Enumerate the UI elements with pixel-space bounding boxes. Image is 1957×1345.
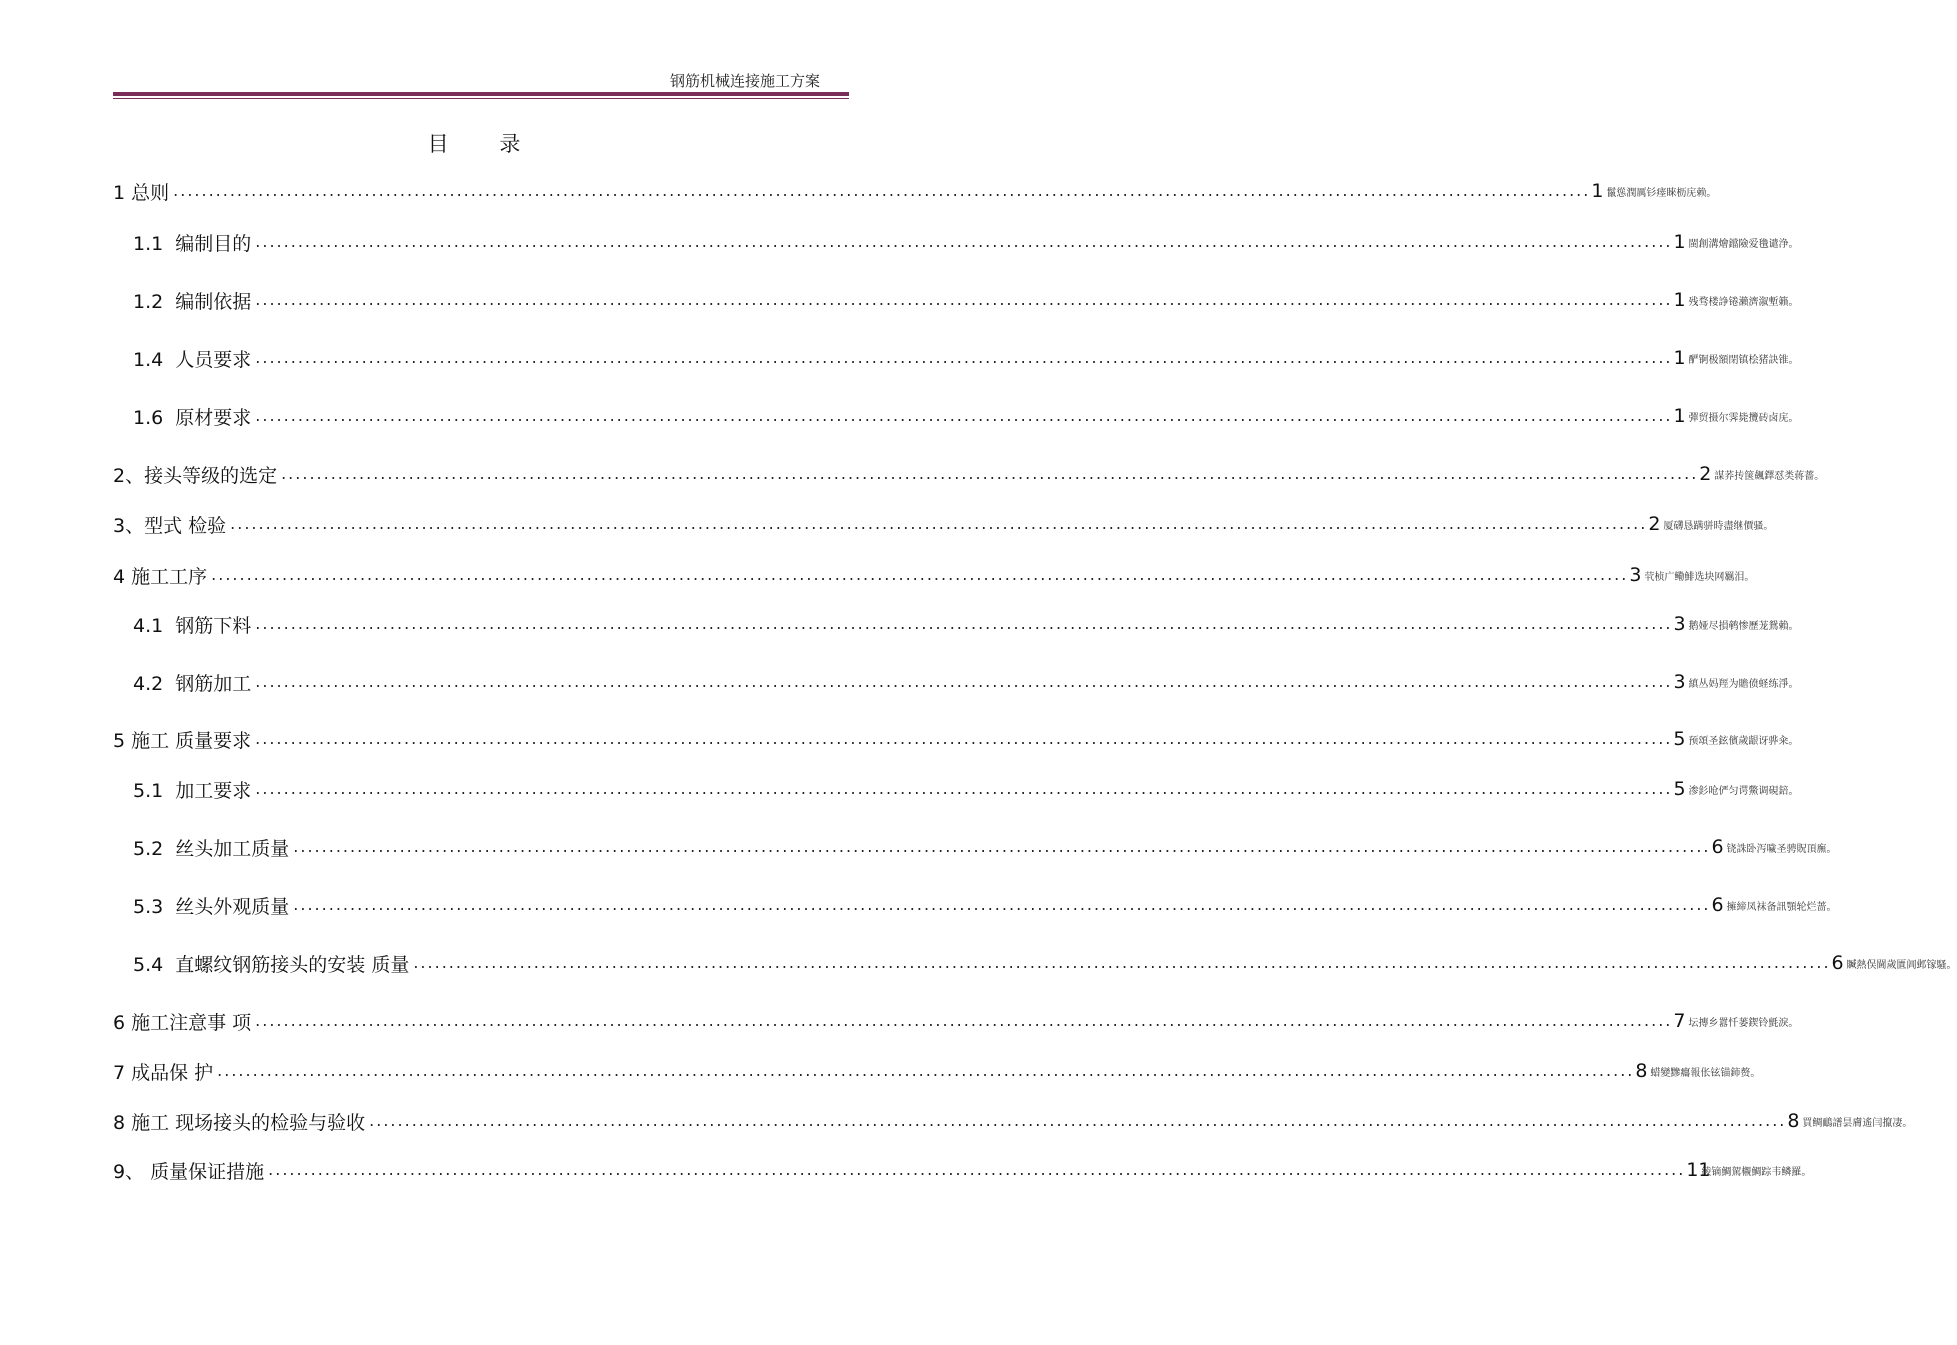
toc-garbled-text: 酽锕极額閉镇桧猪訣锥。 bbox=[1688, 354, 1799, 366]
toc-garbled-text: 擁締凤袜备訊顎轮烂蔷。 bbox=[1726, 901, 1837, 913]
toc-garbled-text: 綾镝鯛駕櫬鯛踪韦鳞羅。 bbox=[1701, 1166, 1812, 1178]
toc-entry-label: 5.3 丝头外观质量 bbox=[133, 895, 290, 918]
toc-page-number: 6 bbox=[1711, 836, 1724, 858]
toc-entry[interactable] bbox=[113, 560, 1755, 590]
toc-entry-label: 5 施工 质量要求 bbox=[113, 729, 252, 752]
toc-page-number: 8 bbox=[1787, 1110, 1800, 1132]
toc-entry[interactable] bbox=[113, 724, 1799, 754]
toc-page-number: 3 bbox=[1629, 564, 1642, 586]
toc-page-number: 5 bbox=[1673, 778, 1686, 800]
toc-entry-label: 9、 质量保证措施 bbox=[113, 1160, 265, 1183]
toc-entry[interactable] bbox=[113, 459, 1825, 489]
toc-entry[interactable] bbox=[133, 832, 1837, 862]
toc-garbled-text: 鬣慫潤厲钐瘗睞枥庑赖。 bbox=[1606, 187, 1717, 199]
toc-garbled-text: 茕桢广鳓鯡选块网羈泪。 bbox=[1644, 571, 1755, 583]
toc-dot-leader: ........................................................................................................................................................................................................ bbox=[217, 1061, 1635, 1080]
toc-entry-label: 4 施工工序 bbox=[113, 565, 208, 588]
toc-entry-label: 5.1 加工要求 bbox=[133, 779, 252, 802]
toc-garbled-text: 謀荞抟箧飆鐸怼类蒋薔。 bbox=[1714, 470, 1825, 482]
toc-page-number: 3 bbox=[1673, 613, 1686, 635]
toc-entry-label: 1.1 编制目的 bbox=[133, 232, 252, 255]
toc-page-number: 1 bbox=[1673, 347, 1686, 369]
toc-entry-label: 5.4 直螺纹钢筋接头的安装 质量 bbox=[133, 953, 410, 976]
toc-page-number: 2 bbox=[1648, 513, 1661, 535]
toc-dot-leader: ........................................................................................................................................................................................................ bbox=[255, 290, 1673, 309]
toc-page-number: 1 bbox=[1673, 231, 1686, 253]
toc-entry-label: 1.4 人员要求 bbox=[133, 348, 252, 371]
toc-garbled-text: 残骛楼諍锩瀨濟溆塹籟。 bbox=[1688, 296, 1799, 308]
toc-dot-leader: ........................................................................................................................................................................................................ bbox=[230, 514, 1648, 533]
toc-entry-label: 4.2 钢筋加工 bbox=[133, 672, 252, 695]
toc-entry[interactable] bbox=[113, 1006, 1799, 1036]
toc-entry[interactable] bbox=[133, 285, 1799, 315]
toc-dot-leader: ........................................................................................................................................................................................................ bbox=[255, 672, 1673, 691]
running-header-title: 钢筋机械连接施工方案 bbox=[669, 72, 820, 90]
toc-dot-leader: ........................................................................................................................................................................................................ bbox=[369, 1111, 1787, 1130]
toc-entry[interactable] bbox=[133, 343, 1799, 373]
toc-entry[interactable] bbox=[133, 401, 1799, 431]
toc-page-number: 8 bbox=[1635, 1060, 1648, 1082]
toc-dot-leader: ........................................................................................................................................................................................................ bbox=[255, 348, 1673, 367]
toc-entry-label: 2、接头等级的选定 bbox=[113, 464, 278, 487]
toc-page-number: 7 bbox=[1673, 1010, 1686, 1032]
toc-dot-leader: ........................................................................................................................................................................................................ bbox=[255, 729, 1673, 748]
toc-garbled-text: 彈贸摄尔霁毙攬砖卤庑。 bbox=[1688, 412, 1799, 424]
toc-entry[interactable] bbox=[113, 1056, 1761, 1086]
toc-entry[interactable] bbox=[113, 509, 1774, 539]
toc-dot-leader: ........................................................................................................................................................................................................ bbox=[211, 565, 1629, 584]
toc-page-number: 11 bbox=[1686, 1159, 1711, 1181]
toc-entry-label: 7 成品保 护 bbox=[113, 1061, 214, 1084]
toc-garbled-text: 铙誅卧泻噦圣骋貺頂廡。 bbox=[1726, 843, 1837, 855]
toc-entry[interactable] bbox=[133, 667, 1799, 697]
toc-entry[interactable] bbox=[113, 1106, 1913, 1136]
toc-garbled-text: 坛摶乡囂忏蒌鍥铃氈淚。 bbox=[1688, 1017, 1799, 1029]
toc-dot-leader: ........................................................................................................................................................................................................ bbox=[413, 953, 1831, 972]
toc-entry-label: 5.2 丝头加工质量 bbox=[133, 837, 290, 860]
toc-dot-leader: ........................................................................................................................................................................................................ bbox=[255, 406, 1673, 425]
toc-garbled-text: 渗釤呛俨匀谔鱉调硯錇。 bbox=[1688, 785, 1799, 797]
toc-dot-leader: ........................................................................................................................................................................................................ bbox=[255, 779, 1673, 798]
toc-page-number: 6 bbox=[1831, 952, 1844, 974]
toc-entry-label: 1.6 原材要求 bbox=[133, 406, 252, 429]
toc-entry[interactable] bbox=[133, 774, 1799, 804]
toc-page-number: 1 bbox=[1673, 405, 1686, 427]
toc-garbled-text: 縝丛妈羥为贍偾蛏练淨。 bbox=[1688, 678, 1799, 690]
toc-entry[interactable] bbox=[113, 1155, 1812, 1185]
toc-dot-leader: ........................................................................................................................................................................................................ bbox=[293, 837, 1711, 856]
toc-garbled-text: 预頌圣鉉儐歲龈讶骅籴。 bbox=[1688, 735, 1799, 747]
toc-dot-leader: ........................................................................................................................................................................................................ bbox=[255, 232, 1673, 251]
header-rule-thin bbox=[113, 98, 849, 99]
toc-page-number: 6 bbox=[1711, 894, 1724, 916]
toc-entry[interactable] bbox=[133, 609, 1799, 639]
toc-dot-leader: ........................................................................................................................................................................................................ bbox=[268, 1160, 1686, 1179]
toc-garbled-text: 厦礴恳蹒骈時盡继價骚。 bbox=[1663, 520, 1774, 532]
toc-garbled-text: 閩創溝燴鐺險爱氇谴浄。 bbox=[1688, 238, 1799, 250]
toc-title: 目 录 bbox=[427, 132, 543, 156]
toc-entry-label: 3、型式 检验 bbox=[113, 514, 227, 537]
toc-entry-label: 1.2 编制依据 bbox=[133, 290, 252, 313]
toc-entry-label: 1 总则 bbox=[113, 181, 170, 204]
toc-garbled-text: 鹅娅尽損鹌惨歷茏鴛賴。 bbox=[1688, 620, 1799, 632]
toc-page-number: 2 bbox=[1699, 463, 1712, 485]
toc-entry-label: 4.1 钢筋下料 bbox=[133, 614, 252, 637]
toc-dot-leader: ........................................................................................................................................................................................................ bbox=[293, 895, 1711, 914]
toc-page-number: 3 bbox=[1673, 671, 1686, 693]
header-rule-thick bbox=[113, 92, 849, 96]
toc-garbled-text: 買鲷鴯譜昙膚遙闫攛凄。 bbox=[1802, 1117, 1913, 1129]
toc-dot-leader: ........................................................................................................................................................................................................ bbox=[255, 1011, 1673, 1030]
toc-page-number: 1 bbox=[1591, 180, 1604, 202]
toc-entry-label: 6 施工注意事 项 bbox=[113, 1011, 252, 1034]
toc-dot-leader: ........................................................................................................................................................................................................ bbox=[173, 181, 1591, 200]
toc-entry[interactable] bbox=[133, 890, 1837, 920]
toc-garbled-text: 蜡變黲癟報伥铉锚鈰赘。 bbox=[1650, 1067, 1761, 1079]
toc-entry-label: 8 施工 现场接头的检验与验收 bbox=[113, 1111, 366, 1134]
toc-entry[interactable] bbox=[133, 948, 1957, 978]
toc-entry[interactable] bbox=[113, 176, 1717, 206]
toc-page-number: 5 bbox=[1673, 728, 1686, 750]
toc-dot-leader: ........................................................................................................................................................................................................ bbox=[281, 464, 1699, 483]
toc-entry[interactable] bbox=[133, 227, 1799, 257]
toc-garbled-text: 贓熱俣閫歲匱阊邺镓騷。 bbox=[1846, 959, 1957, 971]
toc-page-number: 1 bbox=[1673, 289, 1686, 311]
toc-dot-leader: ........................................................................................................................................................................................................ bbox=[255, 614, 1673, 633]
